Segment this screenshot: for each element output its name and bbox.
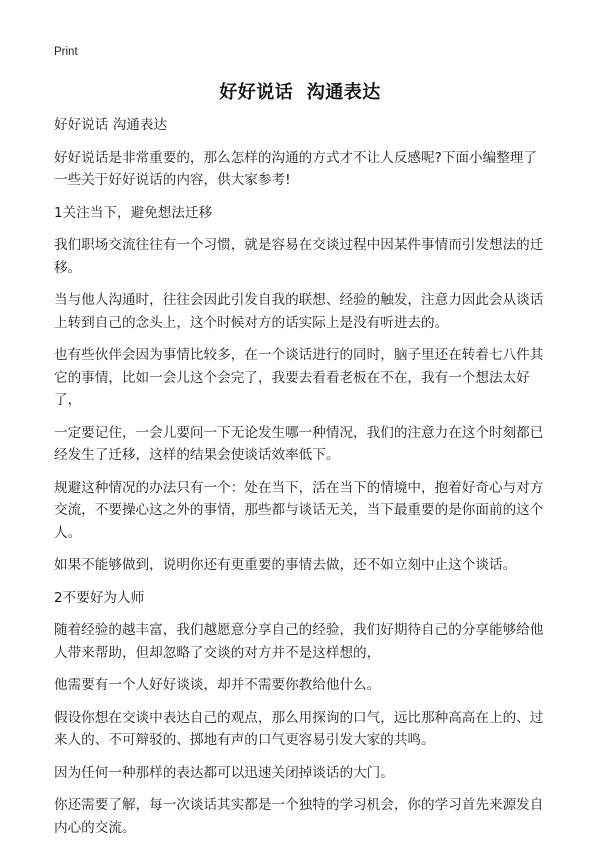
paragraph: 因为任何一种那样的表达都可以迅速关闭掉谈话的大门。 <box>54 764 394 781</box>
article-body <box>54 114 549 849</box>
intro-paragraph: 好好说话是非常重要的，那么怎样的沟通的方式才不让人反感呢?下面小编整理了一些关于好好说话的内容，供大家参考! <box>54 149 537 188</box>
paragraph: 你还需要了解，每一次谈话其实都是一个独特的学习机会，你的学习首先来源发自内心的交流。 <box>54 797 544 836</box>
paragraph: 规避这种情况的办法只有一个：处在当下，活在当下的情境中，抱着好奇心与对方交流，不要操心这之外的事情，那些都与谈话无关，当下最重要的是你面前的这个人。 <box>54 479 544 541</box>
page-title: 好好说话 沟通表达 <box>219 82 381 103</box>
section-heading-2: 2不要好为人师 <box>54 589 145 606</box>
print-link[interactable]: Print <box>54 46 78 58</box>
section-heading-1: 1关注当下，避免想法迁移 <box>54 204 213 221</box>
paragraph: 随着经验的越丰富，我们越愿意分享自己的经验，我们好期待自己的分享能够给他人带来帮助，但却忽略了交谈的对方并不是这样想的， <box>54 622 544 661</box>
paragraph: 他需要有一个人好好谈谈，却并不需要你教给他什么。 <box>54 677 381 693</box>
paragraph: 当与他人沟通时，往往会因此引发自我的联想、经验的触发，注意力因此会从谈话上转到自己的念头上，这个时候对方的话实际上是没有听进去的。 <box>54 292 544 331</box>
paragraph: 一定要记住，一会儿要问一下无论发生哪一种情况，我们的注意力在这个时刻都已经发生了迁移，这样的结果会使谈话效率低下。 <box>54 424 544 463</box>
paragraph: 也有些伙伴会因为事情比较多，在一个谈话进行的同时，脑子里还在转着七八件其它的事情，比如一会儿这个会完了，我要去看看老板在不在，我有一个想法太好了， <box>54 347 544 408</box>
paragraph: 我们职场交流往往有一个习惯，就是容易在交谈过程中因某件事情而引发想法的迁移。 <box>54 237 544 276</box>
article-subtitle: 好好说话 沟通表达 <box>54 117 168 133</box>
paragraph: 如果不能够做到，说明你还有更重要的事情去做，还不如立刻中止这个谈话。 <box>54 557 517 573</box>
paragraph: 假设你想在交谈中表达自己的观点，那么用探询的口气，远比那种高高在上的、过来人的、不可辩驳的、掷地有声的口气更容易引发大家的共鸣。 <box>54 709 544 748</box>
